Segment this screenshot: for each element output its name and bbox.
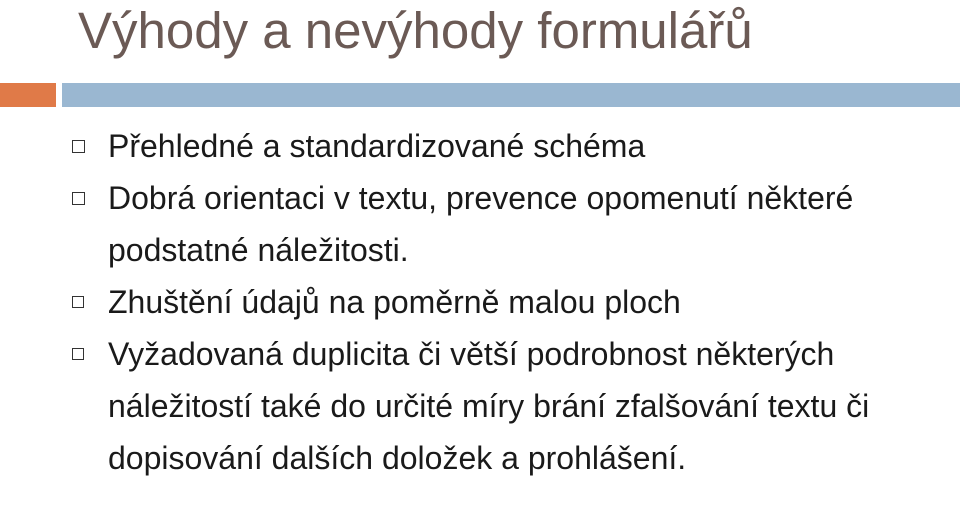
hollow-square-icon xyxy=(72,348,84,360)
hollow-square-icon xyxy=(72,140,85,153)
bullet-text: Vyžadovaná duplicita či větší podrobnost některých náležitostí také do určité míry brání zfalšování textu či dopisování dalších doložek a prohlášení. xyxy=(108,336,870,476)
bullet-item xyxy=(0,120,908,172)
title-rule xyxy=(62,83,960,107)
bullet-list xyxy=(0,120,908,484)
bullet-text: Zhuštění údajů na poměrně malou ploch xyxy=(108,284,681,320)
bullet-item xyxy=(0,276,908,328)
title-accent-bar xyxy=(0,83,56,107)
bullet-item xyxy=(0,328,908,484)
hollow-square-icon xyxy=(72,296,84,308)
slide-title: Výhody a nevýhody formulářů xyxy=(78,2,753,59)
bullet-text: Dobrá orientaci v textu, prevence opomenutí některé podstatné náležitosti. xyxy=(108,180,854,268)
bullet-item xyxy=(0,172,908,276)
bullet-text: Přehledné a standardizované schéma xyxy=(108,128,646,164)
hollow-square-icon xyxy=(72,192,85,205)
